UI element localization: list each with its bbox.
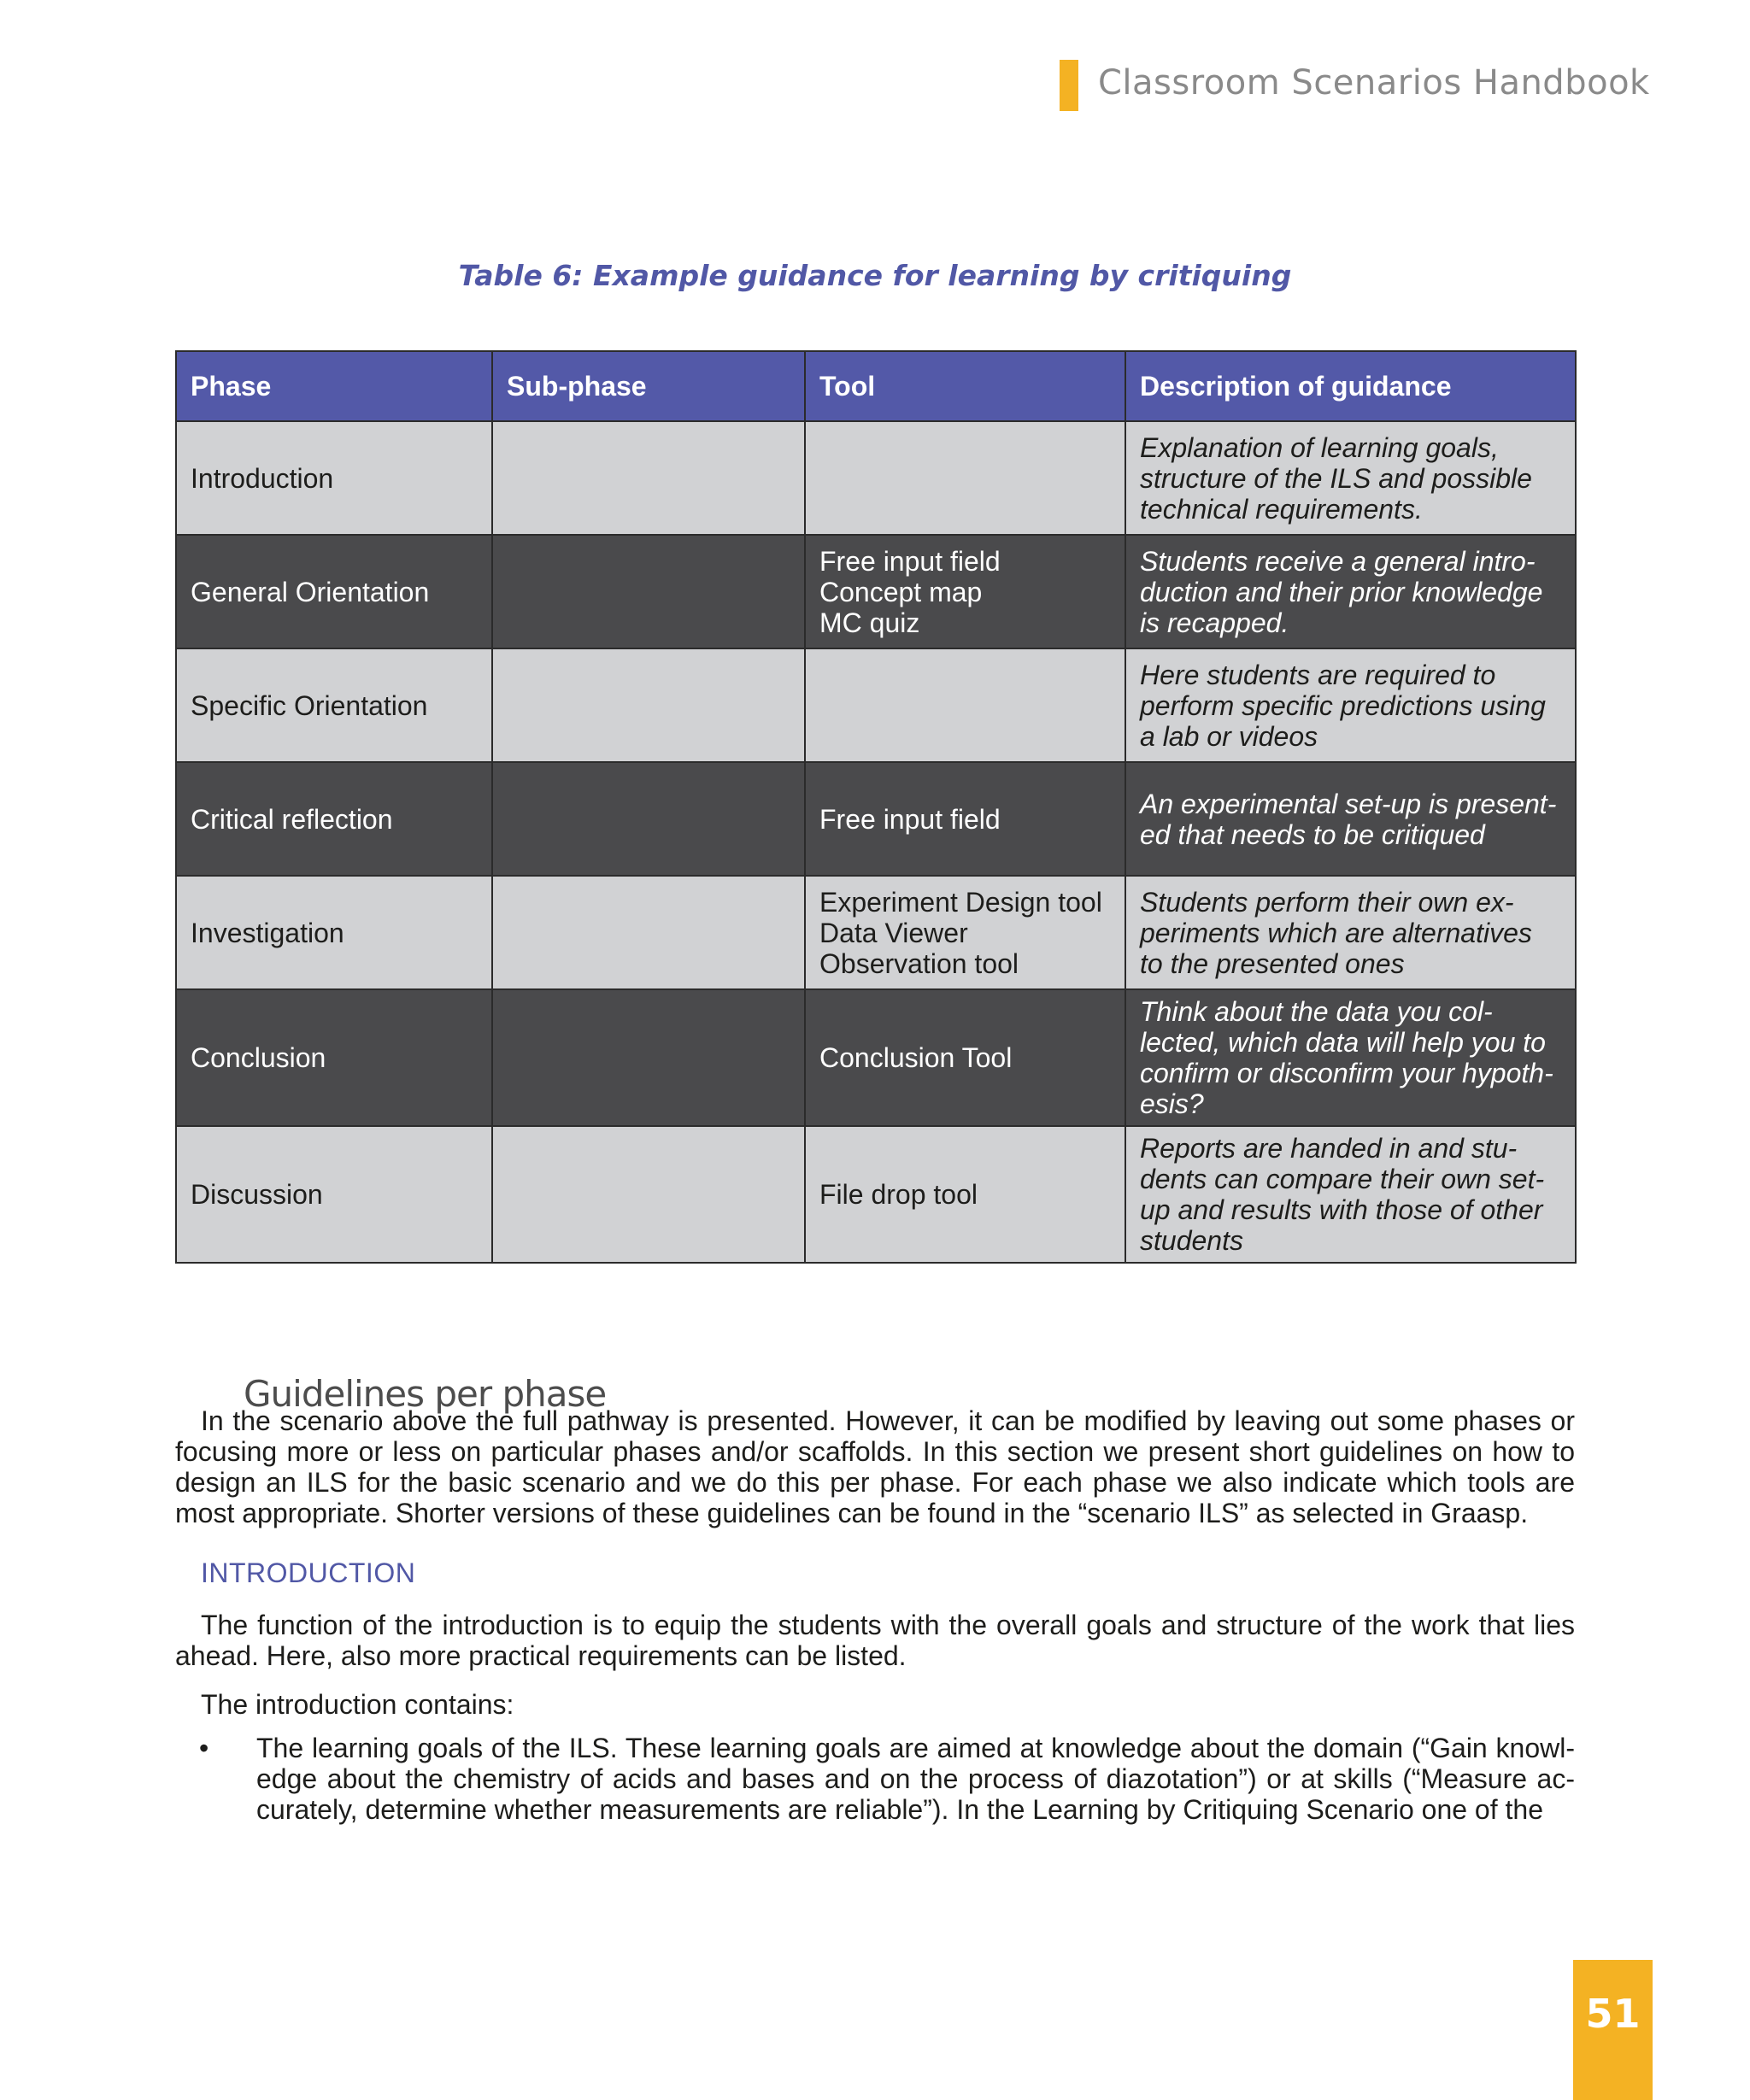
subphase-cell — [492, 421, 805, 535]
table-row — [176, 989, 1576, 1126]
bullet-item: The learning goals of the ILS. These learning goals are aimed at knowledge about the domain (“Gain knowl-edge about the chemistry of acids and bases and on the process of diazotation”) or at skills (“Measure ac-curately, determine whether measurements are reliable”). In the Learning by Critiquing Scenario one of the — [256, 1733, 1575, 1825]
subphase-cell — [492, 989, 805, 1126]
table-row — [176, 421, 1576, 535]
tool-name: Free input field — [819, 803, 1001, 835]
phase-cell: Critical reflection — [176, 762, 492, 876]
running-header — [1060, 60, 1650, 111]
subphase-cell — [492, 648, 805, 762]
intro-paragraph: In the scenario above the full pathway is presented. However, it can be modified by leaving out some phases or focusing more or less on particular phases and/or scaffolds. In this section we present short guidelines on how to design an ILS for the basic scenario and we do this per phase. For each phase we also indicate which tools are most appropriate. Shorter versions of these guidelines can be found in the “scenario ILS” as selected in Graasp. — [175, 1405, 1575, 1528]
tool-cell — [805, 648, 1125, 762]
tool-cell — [805, 535, 1125, 648]
description-cell: Think about the data you col-lected, which data will help you to confirm or disconfirm your hypoth-esis? — [1125, 989, 1576, 1126]
table-row — [176, 762, 1576, 876]
page-number: 51 — [1573, 1960, 1653, 2100]
column-header-subphase: Sub-phase — [492, 351, 805, 421]
column-header-tool: Tool — [805, 351, 1125, 421]
description-cell: Reports are handed in and stu-dents can compare their own set-up and results with those of other students — [1125, 1126, 1576, 1263]
tool-cell — [805, 421, 1125, 535]
tool-name: File drop tool — [819, 1179, 978, 1210]
table-row — [176, 876, 1576, 989]
tool-name: MC quiz — [819, 607, 920, 638]
body-paragraph: The introduction contains: — [201, 1689, 514, 1720]
tool-cell — [805, 762, 1125, 876]
table-row — [176, 648, 1576, 762]
table-row — [176, 535, 1576, 648]
subphase-cell — [492, 876, 805, 989]
phase-cell: Specific Orientation — [176, 648, 492, 762]
tool-name: Conclusion Tool — [819, 1042, 1013, 1073]
table-row — [176, 1126, 1576, 1263]
column-header-description: Description of guidance — [1125, 351, 1576, 421]
column-header-phase: Phase — [176, 351, 492, 421]
subsection-heading: INTRODUCTION — [201, 1557, 416, 1588]
running-title: Classroom Scenarios Handbook — [1098, 63, 1650, 103]
subphase-cell — [492, 762, 805, 876]
phase-cell: General Orientation — [176, 535, 492, 648]
description-cell: An experimental set-up is present-ed that needs to be critiqued — [1125, 762, 1576, 876]
tool-name: Experiment Design tool — [819, 886, 1102, 918]
body-paragraph: The function of the introduction is to equip the students with the overall goals and structure of the work that lies ahead. Here, also more practical requirements can be listed. — [175, 1610, 1575, 1671]
tool-cell — [805, 876, 1125, 989]
subphase-cell — [492, 1126, 805, 1263]
guidance-table — [175, 350, 1577, 1264]
description-cell: Here students are required to perform specific predictions using a lab or videos — [1125, 648, 1576, 762]
bullet-marker: • — [199, 1733, 209, 1763]
tool-cell — [805, 989, 1125, 1126]
header-accent-bar — [1060, 60, 1078, 111]
description-cell: Explanation of learning goals, structure of the ILS and possible technical requirements. — [1125, 421, 1576, 535]
phase-cell: Discussion — [176, 1126, 492, 1263]
table-header-row — [176, 351, 1576, 421]
section-title: Guidelines per phase — [244, 1372, 607, 1415]
description-cell: Students perform their own ex-periments which are alternatives to the presented ones — [1125, 876, 1576, 989]
tool-name: Concept map — [819, 576, 983, 607]
phase-cell: Investigation — [176, 876, 492, 989]
tool-name: Data Viewer — [819, 917, 968, 948]
description-cell: Students receive a general intro-duction and their prior knowledge is recapped. — [1125, 535, 1576, 648]
tool-name: Free input field — [819, 545, 1001, 577]
phase-cell: Conclusion — [176, 989, 492, 1126]
tool-cell — [805, 1126, 1125, 1263]
table-caption: Table 6: Example guidance for learning by critiquing — [458, 259, 1292, 292]
tool-name: Observation tool — [819, 947, 1019, 979]
subphase-cell — [492, 535, 805, 648]
phase-cell: Introduction — [176, 421, 492, 535]
